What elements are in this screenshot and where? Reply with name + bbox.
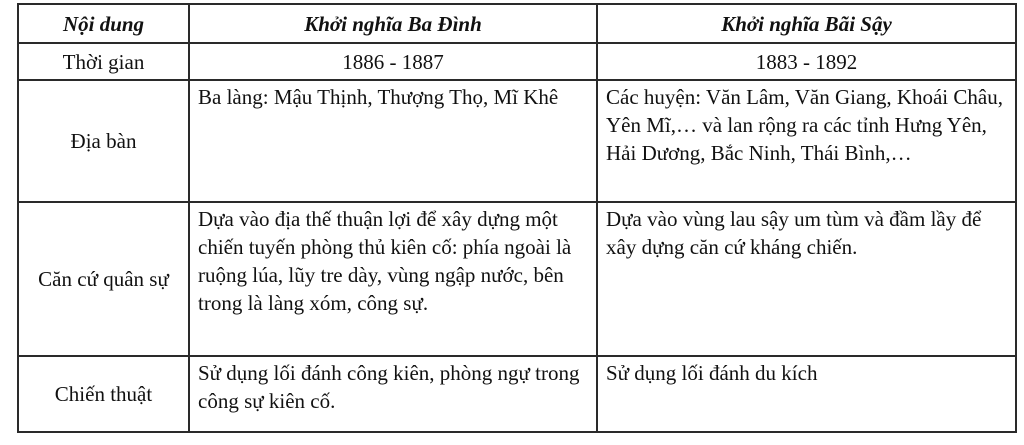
table-row bbox=[18, 43, 1016, 80]
table-row bbox=[18, 356, 1016, 432]
row-label: Căn cứ quân sự bbox=[18, 202, 189, 356]
header-content: Nội dung bbox=[18, 4, 189, 43]
row-label: Chiến thuật bbox=[18, 356, 189, 432]
cell-ba-dinh: Sử dụng lối đánh công kiên, phòng ngự trong công sự kiên cố. bbox=[189, 356, 597, 432]
table-row bbox=[18, 80, 1016, 202]
cell-ba-dinh: 1886 - 1887 bbox=[189, 43, 597, 80]
cell-bai-say: Các huyện: Văn Lâm, Văn Giang, Khoái Châu, Yên Mĩ,… và lan rộng ra các tỉnh Hưng Yên, Hải Dương, Bắc Ninh, Thái Bình,… bbox=[597, 80, 1016, 202]
cell-bai-say: Dựa vào vùng lau sậy um tùm và đầm lầy để xây dựng căn cứ kháng chiến. bbox=[597, 202, 1016, 356]
cell-ba-dinh: Dựa vào địa thế thuận lợi để xây dựng một chiến tuyến phòng thủ kiên cố: phía ngoài là ruộng lúa, lũy tre dày, vùng ngập nước, bên trong là làng xóm, công sự. bbox=[189, 202, 597, 356]
row-label: Địa bàn bbox=[18, 80, 189, 202]
cell-bai-say: 1883 - 1892 bbox=[597, 43, 1016, 80]
row-label: Thời gian bbox=[18, 43, 189, 80]
cell-bai-say: Sử dụng lối đánh du kích bbox=[597, 356, 1016, 432]
comparison-table bbox=[17, 3, 1017, 433]
cell-ba-dinh: Ba làng: Mậu Thịnh, Thượng Thọ, Mĩ Khê bbox=[189, 80, 597, 202]
table-row bbox=[18, 202, 1016, 356]
header-row bbox=[18, 4, 1016, 43]
header-bai-say: Khởi nghĩa Bãi Sậy bbox=[597, 4, 1016, 43]
header-ba-dinh: Khởi nghĩa Ba Đình bbox=[189, 4, 597, 43]
